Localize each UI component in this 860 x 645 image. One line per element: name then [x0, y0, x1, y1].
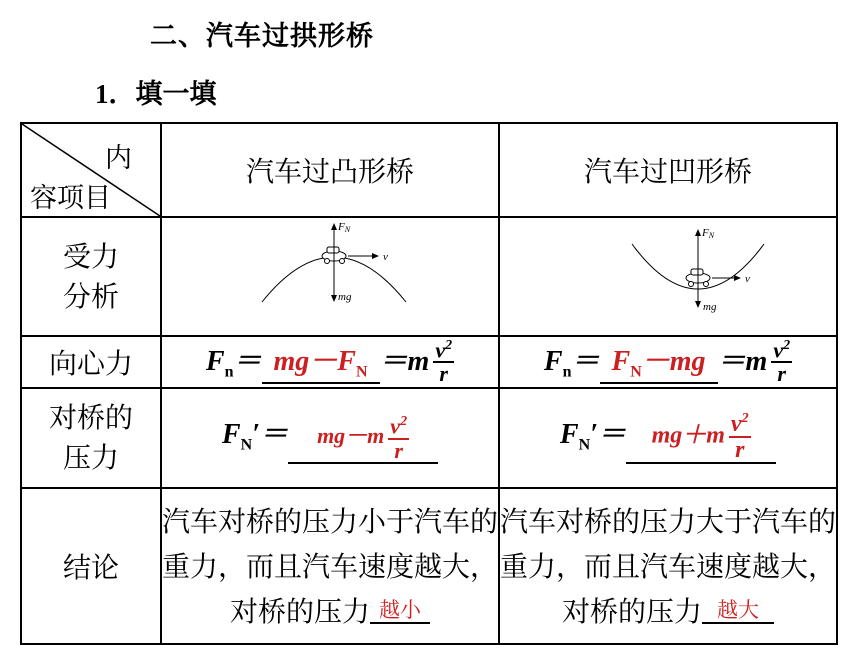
convex-centripetal-answer: $mg-F_N$: [262, 339, 380, 384]
convex-conclusion-answer: 越小: [370, 598, 430, 624]
convex-bridge-diagram: [162, 218, 498, 328]
header-convex-bridge: 汽车过凸形桥: [161, 123, 499, 217]
header-corner-bottom: 容项目: [30, 183, 111, 214]
centripetal-lhs: $F_n=$: [543, 346, 600, 381]
row-label-force-analysis: 受力 分析: [21, 217, 161, 336]
convex-centripetal-cell: [161, 336, 499, 388]
concave-centripetal-answer: $F_N-mg$: [600, 339, 718, 384]
concave-bridge-diagram: [500, 218, 836, 328]
centripetal-lhs: $F_n=$: [205, 346, 262, 381]
subsection-label: 填一填: [135, 79, 217, 110]
diagram-fn-label: FN: [338, 221, 351, 234]
section-title: 二、汽车过拱形桥: [150, 21, 374, 52]
header-corner-cell: [21, 123, 161, 217]
subsection-number: 1．: [95, 79, 136, 109]
pressure-lhs: $F_N'=$: [221, 419, 289, 455]
row-label-pressure: 对桥的 压力: [21, 388, 161, 488]
centripetal-rhs: ＝m: [717, 346, 768, 377]
convex-force-diagram-cell: [161, 217, 499, 336]
concave-force-diagram-cell: [499, 217, 837, 336]
diagram-mg-label: mg: [338, 291, 352, 303]
row-label-centripetal: 向心力: [21, 336, 161, 388]
diagram-fn-label: FN: [702, 227, 715, 240]
convex-pressure-cell: [161, 388, 499, 488]
header-corner-top: 内: [105, 143, 132, 174]
concave-conclusion-cell: [499, 488, 837, 644]
concave-conclusion-text: 汽车对桥的压力大于汽车的重力，而且汽车速度越大，对桥的压力: [500, 504, 837, 628]
row-label-conclusion: 结论: [21, 488, 161, 644]
header-concave-bridge: 汽车过凹形桥: [499, 123, 837, 217]
v2-over-r-fraction: $\frac{v^2}{r}$: [773, 337, 791, 387]
concave-pressure-cell: [499, 388, 837, 488]
convex-conclusion-text: 汽车对桥的压力小于汽车的重力，而且汽车速度越大，对桥的压力: [162, 504, 499, 628]
pressure-lhs: $F_N'=$: [559, 418, 627, 454]
summary-table: [20, 122, 838, 645]
concave-pressure-answer: mg＋m $\frac{v^2}{r}$: [626, 412, 776, 464]
centripetal-rhs: ＝m: [379, 346, 430, 377]
diagram-mg-label: mg: [703, 301, 717, 313]
diagram-v-label: v: [745, 273, 750, 285]
subsection-heading: [95, 72, 217, 111]
convex-pressure-answer: mg－m $\frac{v^2}{r}$: [288, 415, 438, 463]
concave-centripetal-cell: [499, 336, 837, 388]
concave-conclusion-answer: 越大: [702, 598, 774, 624]
diagram-v-label: v: [383, 251, 388, 263]
convex-conclusion-cell: [161, 488, 499, 644]
v2-over-r-fraction: $\frac{v^2}{r}$: [435, 337, 453, 387]
